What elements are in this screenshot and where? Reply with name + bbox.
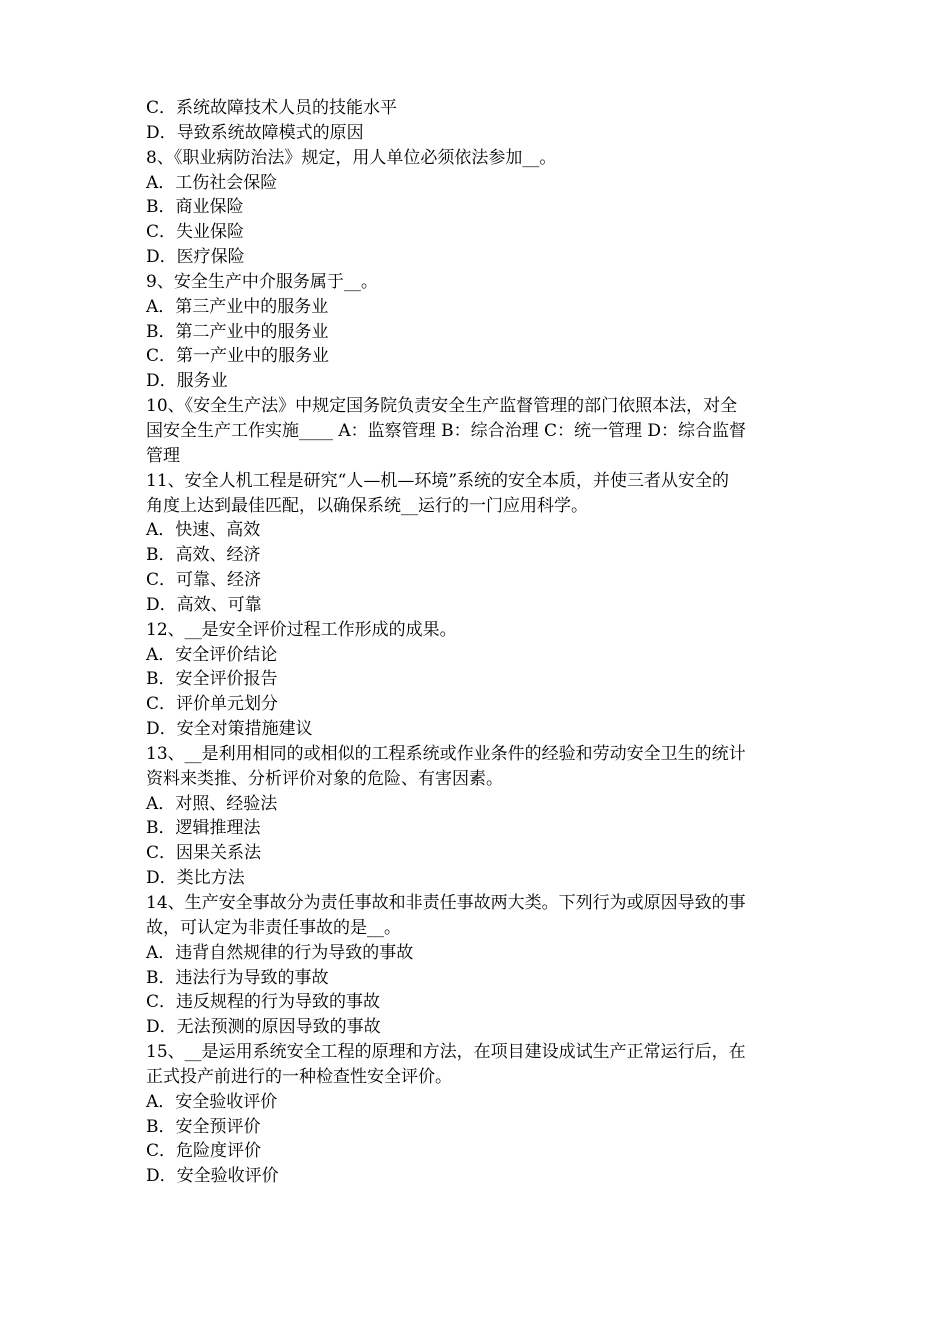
question-line: 10、《安全生产法》中规定国务院负责安全生产监督管理的部门依照本法，对全: [146, 396, 738, 417]
question-line: 管理: [146, 445, 180, 466]
option-line: B．第二产业中的服务业: [146, 321, 329, 342]
option-line: A．安全评价结论: [146, 644, 278, 665]
option-line: A．对照、经验法: [146, 793, 278, 814]
option-line: B．安全预评价: [146, 1116, 261, 1137]
question-line: 11、安全人机工程是研究“人—机—环境”系统的安全本质，并使三者从安全的: [146, 470, 730, 491]
document-page: [146, 96, 818, 1189]
option-line: D．无法预测的原因导致的事故: [146, 1017, 381, 1038]
question-line: 9、安全生产中介服务属于__。: [146, 271, 378, 292]
option-line: B．商业保险: [146, 197, 244, 218]
question-line: 角度上达到最佳匹配，以确保系统__运行的一门应用科学。: [146, 495, 588, 516]
option-line: D．服务业: [146, 371, 228, 392]
question-line: 故，可认定为非责任事故的是__。: [146, 917, 401, 938]
option-line: A．第三产业中的服务业: [146, 296, 329, 317]
option-line: C．系统故障技术人员的技能水平: [146, 98, 398, 118]
question-line: 国安全生产工作实施____ A：监察管理 B：综合治理 C：统一管理 D：综合监督: [146, 420, 747, 441]
question-line: 资料来类推、分析评价对象的危险、有害因素。: [146, 768, 503, 789]
option-line: D．导致系统故障模式的原因: [146, 122, 364, 143]
option-line: A．工伤社会保险: [146, 172, 278, 193]
option-line: A．快速、高效: [146, 520, 261, 541]
question-line: 13、__是利用相同的或相似的工程系统或作业条件的经验和劳动安全卫生的统计: [146, 743, 746, 764]
question-line: 12、__是安全评价过程工作形成的成果。: [146, 619, 457, 640]
option-line: B．安全评价报告: [146, 669, 278, 690]
option-line: B．高效、经济: [146, 545, 261, 566]
question-line: 8、《职业病防治法》规定，用人单位必须依法参加__。: [146, 147, 557, 168]
option-line: D．医疗保险: [146, 247, 245, 268]
option-line: C．第一产业中的服务业: [146, 346, 330, 367]
option-line: B．违法行为导致的事故: [146, 967, 329, 988]
option-line: C．违反规程的行为导致的事故: [146, 992, 381, 1013]
option-line: D．安全对策措施建议: [146, 719, 313, 740]
option-line: D．高效、可靠: [146, 594, 262, 615]
question-line: 15、__是运用系统安全工程的原理和方法，在项目建设成试生产正常运行后，在: [146, 1042, 746, 1063]
option-line: A．违背自然规律的行为导致的事故: [146, 942, 414, 963]
option-line: D．安全验收评价: [146, 1166, 279, 1187]
question-line: 14、生产安全事故分为责任事故和非责任事故两大类。下列行为或原因导致的事: [146, 893, 746, 913]
option-line: B．逻辑推理法: [146, 818, 261, 839]
option-line: C．可靠、经济: [146, 570, 262, 591]
option-line: C．危险度评价: [146, 1141, 262, 1162]
option-line: C．评价单元划分: [146, 694, 279, 715]
option-line: C．因果关系法: [146, 843, 262, 864]
option-line: D．类比方法: [146, 868, 245, 889]
option-line: A．安全验收评价: [146, 1091, 278, 1112]
question-line: 正式投产前进行的一种检查性安全评价。: [146, 1066, 452, 1087]
option-line: C．失业保险: [146, 222, 245, 243]
